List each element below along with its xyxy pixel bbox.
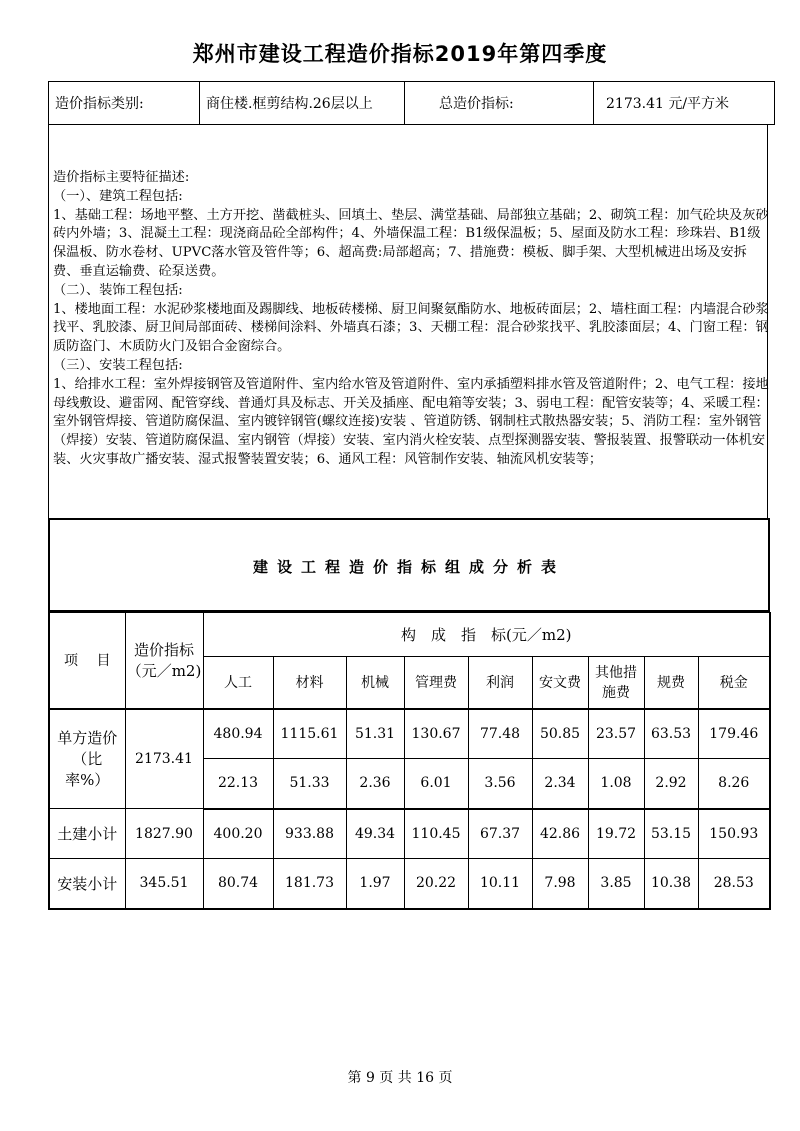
- document-title: 郑州市建设工程造价指标2019年第四季度: [192, 42, 608, 66]
- value-cell: 7.98: [532, 859, 588, 909]
- value-cell: 53.15: [644, 809, 698, 859]
- header-table: [48, 81, 775, 125]
- install-subtotal-row: [49, 859, 770, 909]
- column-header: 材料: [273, 657, 346, 709]
- column-header: 机械: [346, 657, 404, 709]
- column-header: 安文费: [532, 657, 588, 709]
- ratio-value-cell: 22.13: [203, 759, 273, 809]
- value-cell: 80.74: [203, 859, 273, 909]
- column-header: 其他措 施费: [588, 657, 644, 709]
- value-cell: 20.22: [404, 859, 468, 909]
- ratio-value-cell: 2.92: [644, 759, 698, 809]
- value-cell: 19.72: [588, 809, 644, 859]
- page-footer: 第 9 页 共 16 页: [347, 1070, 453, 1086]
- unit-cost-row: [49, 709, 770, 759]
- column-header: 税金: [698, 657, 770, 709]
- ratio-value-cell: 51.33: [273, 759, 346, 809]
- composition-header: 构 成 指 标(元／m2): [203, 613, 770, 657]
- value-cell: 150.93: [698, 809, 770, 859]
- value-cell: 10.11: [468, 859, 532, 909]
- unit-value-cell: 179.46: [698, 709, 770, 759]
- column-header: 规费: [644, 657, 698, 709]
- unit-value-cell: 63.53: [644, 709, 698, 759]
- description-text: 造价指标主要特征描述: （一）、建筑工程包括: 1、基础工程：场地平整、土方开挖、凿截桩头、回填土、垫层、满堂基础、局部独立基础；2、砌筑工程：加气砼块及灰砂砖内外墙；3、混凝土工程：现浇商品砼全部构件；4、外墙保温工程：B1级保温板；5、屋面及防水工程：珍珠岩、B1级保温板、防水卷材、UPVC落水管及管件等；6、超高费:局部超高；7、措施费：模板、脚手架、大型机械进出场及安拆费、垂直运输费、砼泵送费。 （二）、装饰工程包括: 1、楼地面工程：水泥砂浆楼地面及踢脚线、地板砖楼梯、厨卫间聚氨酯防水、地板砖面层；2、墙柱面工程：内墙混合砂浆找平、乳胶漆、厨卫间局部面砖、楼梯间涂料、外墙真石漆；3、天棚工程：混合砂浆找平、乳胶漆面层；4、门窗工程：钢质防盗门、木质防火门及铝合金窗综合。 （三）、安装工程包括: 1、给排水工程：室外焊接钢管及管道附件、室内给水管及管道附件、室内承插塑料排水管及管道附件；2、电气工程：接地母线敷设、避雷网、配管穿线、普通灯具及标志、开关及插座、配电箱等安装；3、弱电工程：配管安装等；4、采暖工程：室外钢管焊接、管道防腐保温、室内镀锌钢管(螺纹连接)安装 、管道防锈、钢制柱式散热器安装；5、消防工程：室外钢管（焊接）安装、管道防腐保温、室内钢管（焊接）安装、室内消火栓安装、点型探测器安装、警报装置、报警联动一体机安装、火灾事故广播安装、湿式报警装置安装；6、通风工程：风管制作安装、轴流风机安装等；: [53, 170, 769, 467]
- ratio-value-cell: 8.26: [698, 759, 770, 809]
- unit-value-cell: 1115.61: [273, 709, 346, 759]
- analysis-title: 建设工程造价指标组成分析表: [252, 558, 565, 576]
- total-value: 2173.41 元/平方米: [594, 82, 775, 125]
- description-box: [48, 125, 768, 519]
- category-label: 造价指标类别:: [49, 82, 200, 125]
- value-cell: 110.45: [404, 809, 468, 859]
- civil-subtotal-row: [49, 809, 770, 859]
- ratio-value-cell: 2.36: [346, 759, 404, 809]
- column-header: 人工: [203, 657, 273, 709]
- composition-table: [48, 612, 771, 910]
- row-label: 安装小计: [49, 859, 125, 909]
- column-header: 管理费: [404, 657, 468, 709]
- analysis-header-box: [48, 518, 770, 612]
- row-cost: 345.51: [125, 859, 203, 909]
- row-label: 土建小计: [49, 809, 125, 859]
- ratio-value-cell: 6.01: [404, 759, 468, 809]
- value-cell: 67.37: [468, 809, 532, 859]
- value-cell: 28.53: [698, 859, 770, 909]
- unit-label: 单方造价 （比 率%）: [49, 709, 125, 809]
- cost-header: 造价指标 （元／m2): [125, 613, 203, 709]
- row-cost: 1827.90: [125, 809, 203, 859]
- value-cell: 42.86: [532, 809, 588, 859]
- value-cell: 3.85: [588, 859, 644, 909]
- ratio-value-cell: 3.56: [468, 759, 532, 809]
- item-header: 项 目: [49, 613, 125, 709]
- category-value: 商住楼.框剪结构.26层以上: [200, 82, 405, 125]
- value-cell: 1.97: [346, 859, 404, 909]
- unit-value-cell: 480.94: [203, 709, 273, 759]
- unit-value-cell: 77.48: [468, 709, 532, 759]
- ratio-value-cell: 2.34: [532, 759, 588, 809]
- value-cell: 181.73: [273, 859, 346, 909]
- ratio-value-cell: 1.08: [588, 759, 644, 809]
- total-label: 总造价指标:: [405, 82, 594, 125]
- unit-value-cell: 130.67: [404, 709, 468, 759]
- unit-value-cell: 50.85: [532, 709, 588, 759]
- value-cell: 49.34: [346, 809, 404, 859]
- column-header: 利润: [468, 657, 532, 709]
- unit-value-cell: 51.31: [346, 709, 404, 759]
- unit-value-cell: 23.57: [588, 709, 644, 759]
- value-cell: 10.38: [644, 859, 698, 909]
- unit-cost: 2173.41: [125, 709, 203, 809]
- value-cell: 400.20: [203, 809, 273, 859]
- value-cell: 933.88: [273, 809, 346, 859]
